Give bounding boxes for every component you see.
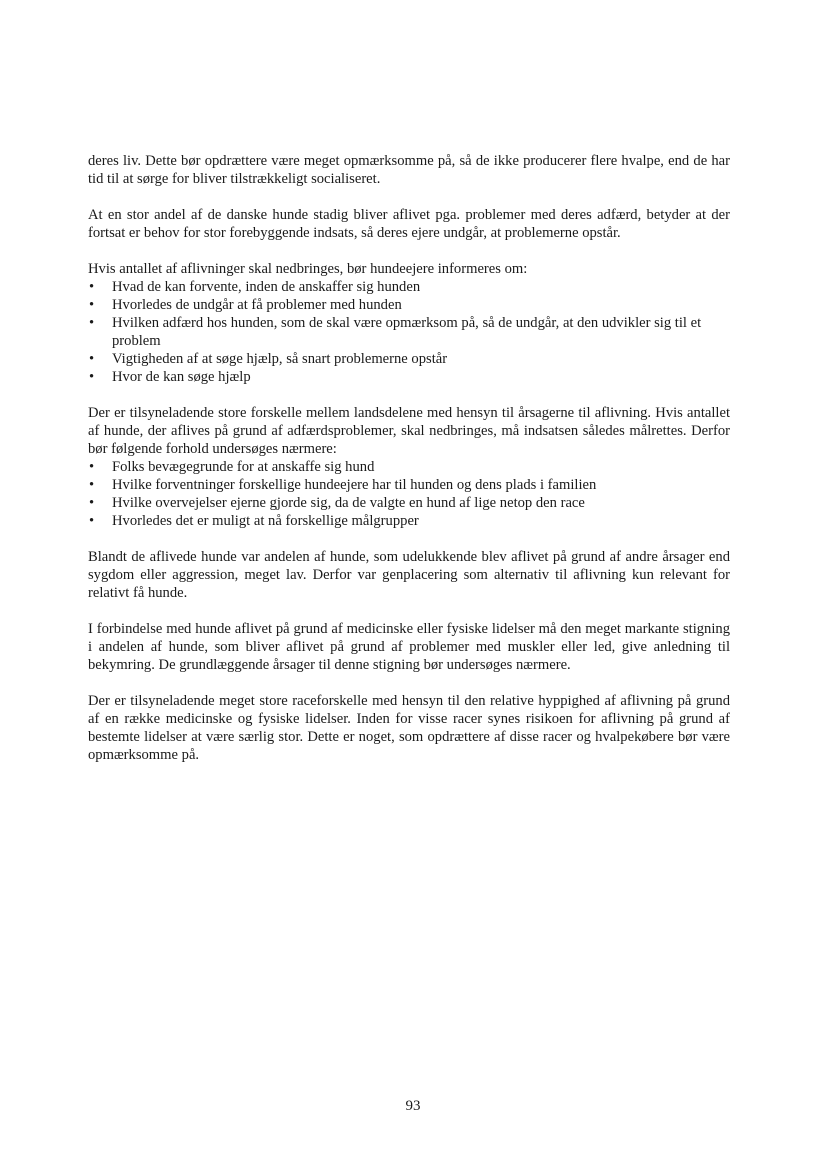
bullet-icon: • [89, 351, 95, 367]
bullet-icon: • [89, 315, 95, 331]
list-item: • Hvilke overvejelser ejerne gjorde sig, da de valgte en hund af lige netop den race [89, 495, 585, 511]
bullet-icon: • [89, 477, 95, 493]
bullet-icon: • [89, 459, 95, 475]
bullet-icon: • [89, 369, 95, 385]
bullet-icon: • [89, 279, 95, 295]
list-item: • Folks bevægegrunde for at anskaffe sig hund [89, 459, 375, 475]
list-item: • Hvorledes de undgår at få problemer med hunden [89, 297, 402, 313]
bullet-icon: • [89, 297, 95, 313]
owner-information-list [88, 278, 730, 386]
paragraph-muscle-joint-problems: I forbindelse med hunde aflivet på grund af medicinske eller fysiske lidelser må den meget markante stigning i andelen af hunde, som bliver aflivet på grund af problemer med muskler eller led, give anledning til bekymring. De grundlæggende årsager til denne stigning bør undersøges nærmere. [88, 621, 730, 673]
bullet-icon: • [89, 513, 95, 529]
list-item: • Hvilken adfærd hos hunden, som de skal være opmærksom på, så de undgår, at den udvikler sig til et problem [89, 315, 702, 349]
paragraph-rehoming: Blandt de aflivede hunde var andelen af hunde, som udelukkende blev aflivet på grund af andre årsager end sygdom eller aggression, meget lav. Derfor var genplacering som alternativ til aflivning kun relevant for relativt få hunde. [88, 549, 730, 601]
list-item: • Hvorledes det er muligt at nå forskellige målgrupper [89, 513, 419, 529]
bullet-icon: • [89, 495, 95, 511]
paragraph-behaviour-euthanasia: At en stor andel af de danske hunde stadig bliver aflivet pga. problemer med deres adfærd, betyder at der fortsat er behov for stor forebyggende indsats, så deres ejere undgår, at problemerne opstår. [88, 207, 730, 241]
paragraph-breeders-responsibility: deres liv. Dette bør opdrættere være meget opmærksomme på, så de ikke producerer flere hvalpe, end de har tid til at sørge for bliver tilstrækkeligt socialiseret. [88, 153, 730, 187]
document-page [88, 152, 730, 782]
list-item: • Hvilke forventninger forskellige hundeejere har til hunden og dens plads i familien [89, 477, 597, 493]
investigation-list [88, 458, 730, 530]
page-number: 93 [405, 1098, 421, 1114]
list-item: • Vigtigheden af at søge hjælp, så snart problemerne opstår [89, 351, 448, 367]
list-item: • Hvor de kan søge hjælp [89, 369, 251, 385]
list-item: • Hvad de kan forvente, inden de anskaffer sig hunden [89, 279, 421, 295]
paragraph-regional-differences-intro: Der er tilsyneladende store forskelle mellem landsdelene med hensyn til årsagerne til aflivning. Hvis antallet af hunde, der aflives på grund af adfærdsproblemer, skal nedbringes, må indsatsen således målrettes. Derfor bør følgende forhold undersøges nærmere: [88, 405, 730, 457]
paragraph-breed-differences: Der er tilsyneladende meget store raceforskelle med hensyn til den relative hyppighed af aflivning på grund af en række medicinske og fysiske lidelser. Inden for visse racer synes risikoen for aflivning på grund af bestemte lidelser at være særlig stor. Dette er noget, som opdrættere af disse racer og hvalpekøbere bør være opmærksomme på. [88, 693, 730, 763]
paragraph-owner-information-intro: Hvis antallet af aflivninger skal nedbringes, bør hundeejere informeres om: [88, 261, 528, 277]
